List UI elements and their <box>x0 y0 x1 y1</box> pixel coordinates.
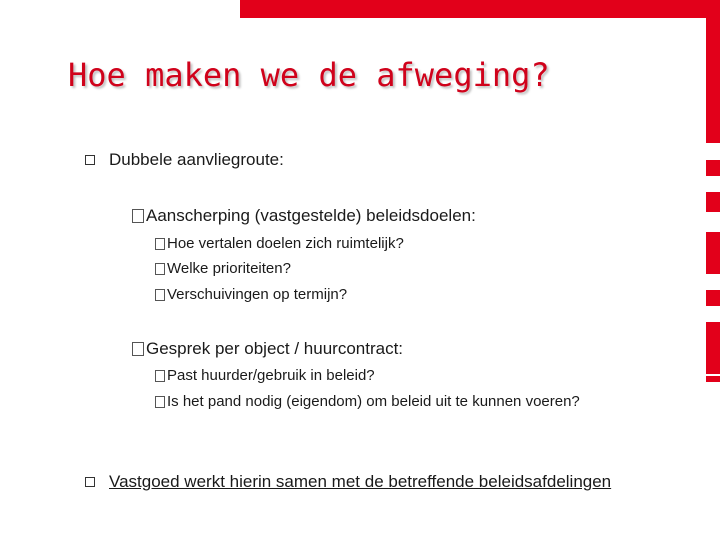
bullet-box-icon <box>132 342 144 356</box>
accent-bar <box>706 160 720 176</box>
sub-sub-bullet-item <box>155 393 580 410</box>
bullet-box-icon <box>155 263 165 275</box>
sub-sub-bullet-item <box>155 260 291 277</box>
accent-bar <box>706 232 720 274</box>
sub-sub-bullet-text: Is het pand nodig (eigendom) om beleid uit te kunnen voeren? <box>167 393 580 410</box>
right-accent-bars <box>706 0 720 540</box>
bullet-link-text[interactable]: Vastgoed werkt hierin samen met de betreffende beleidsafdelingen <box>109 472 612 491</box>
bullet-text: Dubbele aanvliegroute: <box>109 150 284 169</box>
sub-bullet-text: Gesprek per object / huurcontract: <box>146 339 404 358</box>
sub-sub-bullet-text: Welke prioriteiten? <box>167 260 291 277</box>
bullet-box-icon <box>85 477 95 487</box>
bullet-item <box>85 150 284 170</box>
sub-sub-bullet-item <box>155 235 404 252</box>
bullet-box-icon <box>155 289 165 301</box>
top-accent-bar <box>240 0 720 18</box>
sub-sub-bullet-text: Hoe vertalen doelen zich ruimtelijk? <box>167 235 404 252</box>
slide-title: Hoe maken we de afweging? <box>68 56 550 94</box>
accent-bar <box>706 290 720 306</box>
bullet-box-icon <box>155 238 165 250</box>
sub-bullet-text: Aanscherping (vastgestelde) beleidsdoelen: <box>146 206 476 225</box>
accent-bar <box>706 376 720 382</box>
bullet-box-icon <box>155 370 165 382</box>
sub-bullet-item <box>132 339 403 359</box>
bullet-item <box>85 472 611 492</box>
sub-sub-bullet-text: Verschuivingen op termijn? <box>167 286 348 303</box>
accent-bar <box>706 18 720 143</box>
bullet-box-icon <box>85 155 95 165</box>
accent-bar <box>706 322 720 374</box>
bullet-box-icon <box>132 209 144 223</box>
accent-bar <box>706 192 720 212</box>
sub-sub-bullet-item <box>155 367 375 384</box>
sub-sub-bullet-text: Past huurder/gebruik in beleid? <box>167 367 375 384</box>
sub-sub-bullet-item <box>155 286 347 303</box>
bullet-box-icon <box>155 396 165 408</box>
sub-bullet-item <box>132 206 476 226</box>
